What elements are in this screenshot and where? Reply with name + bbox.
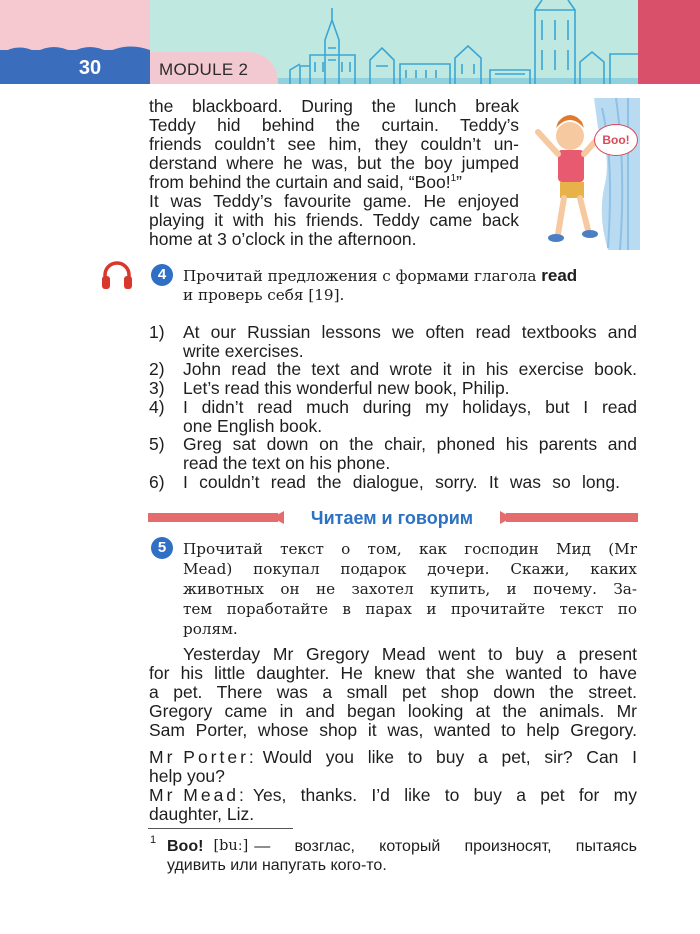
header-red-band <box>638 0 700 84</box>
dialogue-speaker: Mr Porter: <box>149 747 257 767</box>
dialogue-line <box>149 748 637 767</box>
module-label: MODULE 2 <box>159 60 249 79</box>
task5-instruction-line: Mead) покупал подарок дочери. Скажи, каких <box>183 560 637 578</box>
story-line: Yesterday Mr Gregory Mead went to buy a present <box>183 644 637 664</box>
story-line: derstand where he was, but the boy jumped <box>149 153 519 173</box>
footnote-mark: 1 <box>450 173 457 185</box>
list-item-number: 4) <box>149 397 165 417</box>
task-number-badge: 5 <box>151 537 173 559</box>
list-item-number: 5) <box>149 434 165 454</box>
story-line: the blackboard. During the lunch break <box>149 96 519 116</box>
list-item-number: 2) <box>149 359 165 379</box>
story-line-with-footnote <box>149 173 462 192</box>
footnote-line: удивить или напугать кого-то. <box>167 857 387 874</box>
task5-instruction-line: животных он не захотел купить, и почему. За- <box>183 580 637 598</box>
dialogue-text: Yes, thanks. I’d like to buy a pet for my <box>252 785 637 805</box>
list-item-text: Greg sat down on the chair, phoned his parents and <box>183 434 637 454</box>
task4-instruction <box>183 266 577 286</box>
story-line: for his little daughter. He knew that she wanted to have <box>149 663 637 683</box>
dialogue-line: help you? <box>149 766 225 786</box>
footnote-definition: — возглас, который произносят, пытаясь <box>254 838 637 855</box>
dialogue-text: Would you like to buy a pet, sir? Can I <box>262 747 637 767</box>
list-item-text: Let’s read this wonderful new book, Philip. <box>183 378 510 398</box>
story-line: Teddy hid behind the curtain. Teddy’s <box>149 115 519 135</box>
page-header <box>0 0 700 84</box>
dialogue-speaker: Mr Mead: <box>149 785 247 805</box>
dialogue-line <box>149 786 637 805</box>
story-line: It was Teddy’s favourite game. He enjoyed <box>149 191 519 211</box>
list-item-text: read the text on his phone. <box>183 453 391 473</box>
story-line: a pet. There was a small pet shop down the street. <box>149 682 637 702</box>
task-number-badge: 4 <box>151 264 173 286</box>
list-item-text: John read the text and wrote it in his exercise book. <box>183 359 637 379</box>
list-item-text: I couldn’t read the dialogue, sorry. It was so long. <box>183 472 620 492</box>
illustration-teddy <box>528 98 640 250</box>
story-line: home at 3 o’clock in the afternoon. <box>149 229 417 249</box>
closing-quote: ” <box>456 172 462 192</box>
footnote-term: Boo! <box>167 838 204 855</box>
headphones-icon <box>100 258 134 292</box>
task5-instruction-line: тем поработайте в парах и прочитайте текст по <box>183 600 637 618</box>
task4-keyword: read <box>541 266 578 285</box>
story-line: friends couldn’t see him, they couldn’t un- <box>149 134 519 154</box>
footnote-rule <box>148 828 293 829</box>
story-line: from behind the curtain and said, “Boo! <box>149 172 451 192</box>
list-item-number: 6) <box>149 472 165 492</box>
list-item-number: 3) <box>149 378 165 398</box>
footnote-number: 1 <box>150 834 157 846</box>
task5-instruction-line: ролям. <box>183 620 238 638</box>
page-number: 30 <box>78 57 102 79</box>
list-item-number: 1) <box>149 322 165 342</box>
list-item-text: one English book. <box>183 416 323 436</box>
story-line: Gregory came in and began looking at the animals. Mr <box>149 701 637 721</box>
footnote-line <box>167 837 637 856</box>
speech-bubble: Boo! <box>594 124 638 156</box>
footnote-transcription: [buː] <box>213 838 249 854</box>
list-item-text: I didn’t read much during my holidays, but I read <box>183 397 637 417</box>
task4-instruction-text: Прочитай предложения с формами глагола <box>183 267 537 285</box>
list-item-text: write exercises. <box>183 341 304 361</box>
list-item-text: At our Russian lessons we often read textbooks and <box>183 322 637 342</box>
task5-instruction-line: Прочитай текст о том, как господин Мид (Mr <box>183 540 637 558</box>
task4-instruction-line2: и проверь себя [19]. <box>183 286 345 304</box>
section-title: Читаем и говорим <box>310 508 474 528</box>
story-line: playing it with his friends. Teddy came back <box>149 210 519 230</box>
story-line: Sam Porter, whose shop it was, wanted to help Gregory. <box>149 720 637 740</box>
dialogue-line: daughter, Liz. <box>149 804 255 824</box>
